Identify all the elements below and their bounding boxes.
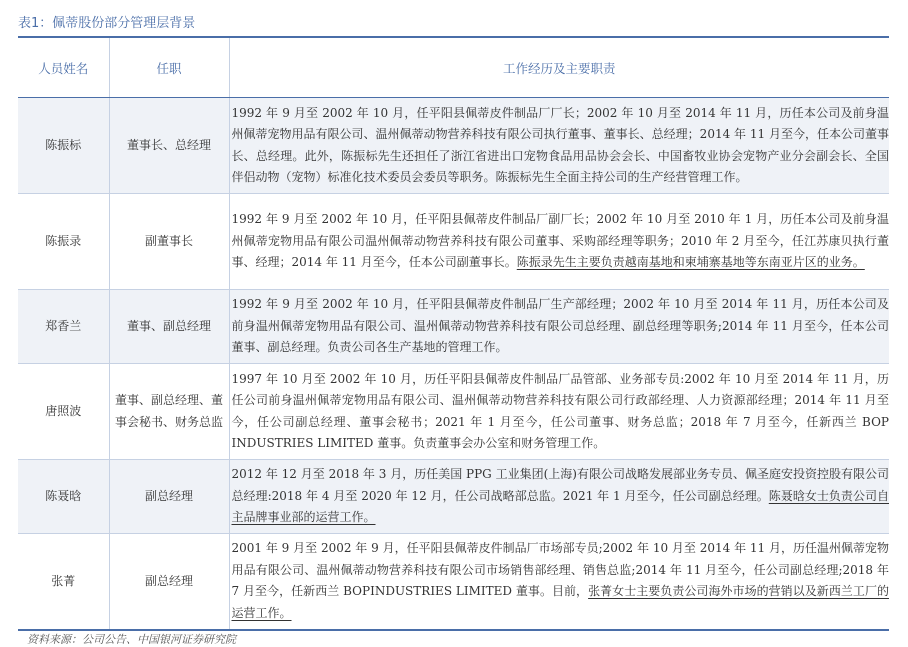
person-experience	[229, 290, 889, 364]
person-name: 陈聂晗	[18, 460, 109, 534]
header-name: 人员姓名	[18, 37, 109, 98]
role-text: 董事、副总经理	[126, 318, 211, 333]
person-role	[109, 534, 229, 630]
header-role: 任职	[109, 37, 229, 98]
role-text: 副董事长	[144, 233, 193, 248]
table-row	[18, 364, 889, 460]
role-text: 董事长、总经理	[126, 137, 211, 152]
management-table	[18, 36, 889, 631]
table-caption	[18, 12, 195, 31]
header-experience: 工作经历及主要职责	[229, 37, 889, 98]
experience-text: 1997 年 10 月至 2002 年 10 月，历任平阳县佩蒂皮件制品厂品管部、业务部专员:2002 年 10 月至 2014 年 11 月，历任公司前身温州佩蒂宠物用品有限公司、温州佩蒂动物营养科技有限公司行政部经理、人力资源部经理；2014 年 11 月至今，任公司副总经理、董事会秘书；2021 年 1 月至今，任公司董事、财务总监；2018 年 7 月至今，任新西兰 BOP INDUSTRIES LIMITED 董事。负责董事会办公室和财务管理工作。	[231, 371, 889, 450]
person-role	[109, 98, 229, 194]
role-text: 董事、副总经理、董事会秘书、财务总监	[114, 393, 223, 429]
experience-text: 1992 年 9 月至 2002 年 10 月，任平阳县佩蒂皮件制品厂副厂长；2002 年 10 月至 2010 年 1 月，历任本公司及前身温州佩蒂宠物用品有限公司温州佩蒂动物营养科技有限公司董事、采购部经理等职务；2010 年 2 月至今，任江苏康贝执行董事、经理；2014 年 11 月至今，任本公司副董事长。	[231, 212, 889, 270]
person-name: 张菁	[51, 573, 76, 588]
person-name: 陈振录	[18, 194, 109, 290]
person-name: 唐照波	[18, 364, 109, 460]
table-row	[18, 534, 889, 630]
table-row	[18, 460, 889, 534]
person-role	[109, 364, 229, 460]
person-experience	[229, 194, 889, 290]
role-text: 副总经理	[144, 488, 193, 503]
person-role	[109, 460, 229, 534]
caption-label: 表1	[18, 16, 40, 31]
caption-title: 佩蒂股份部分管理层背景	[52, 16, 196, 31]
person-experience	[229, 364, 889, 460]
experience-text: 1992 年 9 月至 2002 年 10 月，任平阳县佩蒂皮件制品厂厂长；2002 年 10 月至 2014 年 11 月，历任本公司及前身温州佩蒂宠物用品有限公司、温州佩蒂动物营养科技有限公司执行董事、董事长、总经理；2014 年 11 月至今，任本公司董事长、总经理。此外，陈振标先生还担任了浙江省进出口宠物食品用品协会会长、中国畜牧业协会宠物产业分会副会长、全国伴侣动物（宠物）标准化技术委员会委员等职务。陈振标先生全面主持公司的生产经营管理工作。	[231, 105, 889, 184]
experience-text: 2012 年 12 月至 2018 年 3 月，历任美国 PPG 工业集团(上海)有限公司战略发展部业务专员、佩圣庭安投资控股有限公司总经理:2018 年 4 月至 2020 年 12 月，任公司战略部总监。2021 年 1 月至今，任公司副总经理。	[231, 467, 889, 503]
caption-colon: ：	[39, 16, 53, 31]
person-name: 陈振标	[18, 98, 109, 194]
person-experience	[229, 534, 889, 630]
experience-highlight: 陈聂晗女士负责公司自主品牌事业部的运营工作。	[231, 488, 889, 525]
role-text: 副总经理	[144, 573, 193, 588]
experience-text: 2001 年 9 月至 2002 年 9 月，任平阳县佩蒂皮件制品厂市场部专员;2002 年 10 月至 2014 年 11 月，历任温州佩蒂宠物用品有限公司、温州佩蒂动物营养科技有限公司市场销售部经理、销售总监;2014 年 11 月至今，任公司副总经理;2018 年 7 月至今，任新西兰 BOPINDUSTRIES LIMITED 董事。目前，	[231, 541, 889, 599]
person-role	[109, 290, 229, 364]
table-row	[18, 98, 889, 194]
person-role	[109, 194, 229, 290]
experience-text: 1992 年 9 月至 2002 年 10 月，任平阳县佩蒂皮件制品厂生产部经理；2002 年 10 月至 2014 年 11 月，历任本公司及前身温州佩蒂宠物用品有限公司、温州佩蒂动物营养科技有限公司总经理、副总经理等职务;2014 年 11 月至今，任本公司董事、副总经理。负责公司各生产基地的管理工作。	[231, 297, 889, 355]
table-header-row	[18, 37, 889, 98]
table-row	[18, 194, 889, 290]
person-experience	[229, 460, 889, 534]
person-name: 郑香兰	[18, 290, 109, 364]
experience-highlight: 张菁女士主要负责公司海外市场的营销以及新西兰工厂的运营工作。	[231, 584, 889, 620]
table-row	[18, 290, 889, 364]
experience-highlight: 陈振录先生主要负责越南基地和柬埔寨基地等东南亚片区的业务。	[516, 255, 865, 270]
person-experience	[229, 98, 889, 194]
source-note: 资料来源：公司公告、中国银河证券研究院	[27, 633, 236, 646]
